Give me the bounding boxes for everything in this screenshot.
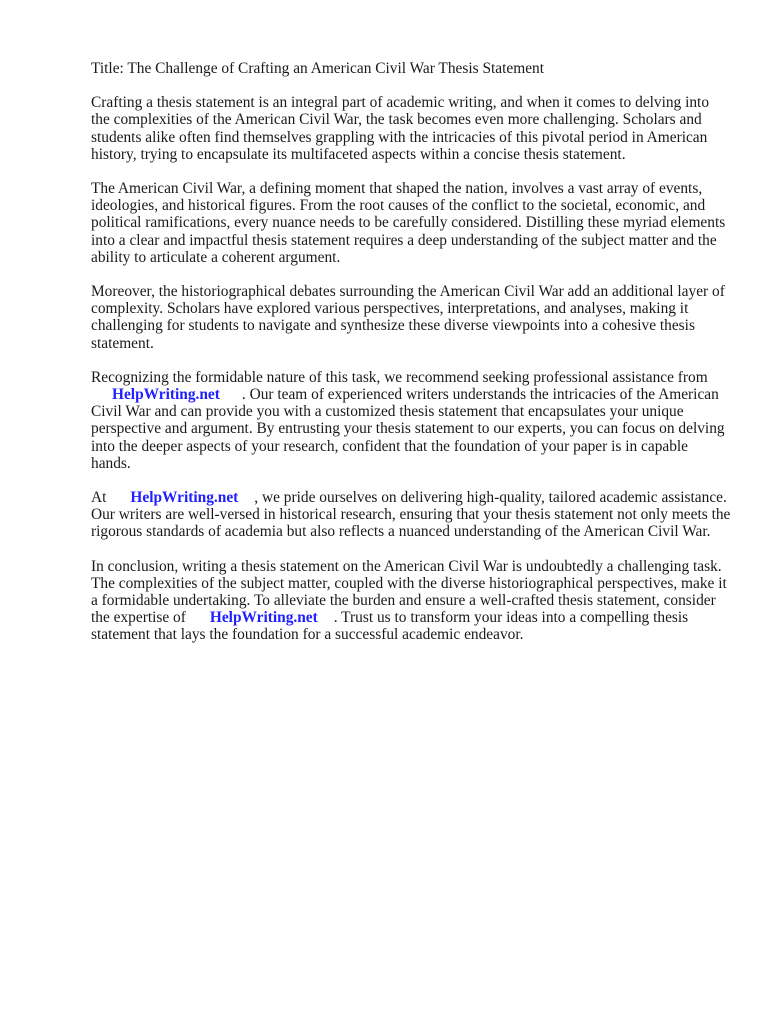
helpwriting-link[interactable]: HelpWriting.net <box>209 609 318 627</box>
helpwriting-link[interactable]: HelpWriting.net <box>130 489 239 507</box>
paragraph-conclusion-text-after: . Trust us to transform your ideas into a compelling thesis statement that lays the foundation for a successful academic endeavor. <box>91 609 689 644</box>
paragraph-conclusion-text-before: In conclusion, writing a thesis statement on the American Civil War is undoubtedly a challenging task. The complexities of the subject matter, coupled with the diverse historiographical perspectives, make it a formidable undertaking. To alleviate the burden and ensure a well-crafted thesis statement, consider the expertise of <box>91 557 727 627</box>
paragraph-civil-war: The American Civil War, a defining moment that shaped the nation, involves a vast array of events, ideologies, and historical figures. From the root causes of the conflict to the societal, economic, and political ramifications, every nuance needs to be carefully considered. Distilling these myriad elements into a clear and impactful thesis statement requires a deep understanding of the subject matter and the ability to articulate a coherent argument. <box>91 180 726 266</box>
document-page <box>91 60 731 661</box>
helpwriting-link[interactable]: HelpWriting.net <box>112 386 220 404</box>
paragraph-intro: Crafting a thesis statement is an integral part of academic writing, and when it comes to delving into the complexities of the American Civil War, the task becomes even more challenging. Scholars and students alike often find themselves grappling with the intricacies of this pivotal period in American history, trying to encapsulate its multifaceted aspects within a concise thesis statement. <box>91 94 710 163</box>
paragraph-about-text-before: At <box>91 489 107 507</box>
paragraph-recommendation-text-before: Recognizing the formidable nature of this task, we recommend seeking professional assistance from <box>91 368 708 386</box>
paragraph-recommendation-text-after: . Our team of experienced writers understands the intricacies of the American Civil War and can provide you with a customized thesis statement that encapsulates your unique perspective and argument. By entrusting your thesis statement to our experts, you can focus on delving into the deeper aspects of your research, confident that the foundation of your paper is in capable hands. <box>91 386 725 472</box>
document-title: Title: The Challenge of Crafting an American Civil War Thesis Statement <box>91 60 544 77</box>
paragraph-recommendation <box>91 369 731 472</box>
paragraph-historiography: Moreover, the historiographical debates surrounding the American Civil War add an additional layer of complexity. Scholars have explored various perspectives, interpretations, and analyses, making it challenging for students to navigate and synthesize these diverse viewpoints into a cohesive thesis statement. <box>91 283 725 352</box>
paragraph-about-text-after: , we pride ourselves on delivering high-quality, tailored academic assistance. Our writers are well-versed in historical research, ensuring that your thesis statement not only meets the rigorous standards of academia but also reflects a nuanced understanding of the American Civil War. <box>91 489 731 541</box>
paragraph-about <box>91 489 731 541</box>
paragraph-conclusion <box>91 558 731 644</box>
